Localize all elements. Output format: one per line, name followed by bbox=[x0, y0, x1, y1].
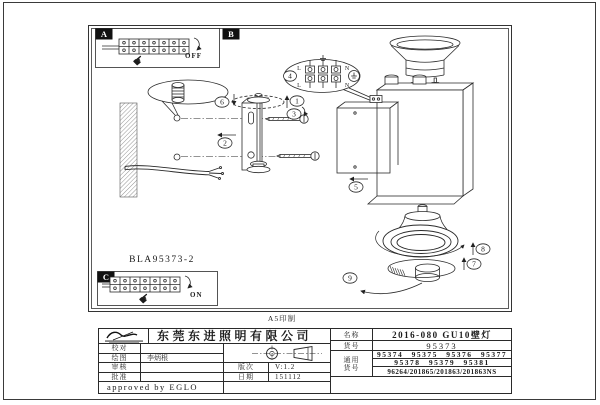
common-items-line3: 96264/201865/201863/201863NS bbox=[373, 367, 511, 377]
screw-bottom-icon bbox=[277, 152, 319, 160]
print-note: A5印制 bbox=[267, 314, 297, 323]
svg-text:3: 3 bbox=[292, 109, 296, 119]
terminal-n-bottom: N bbox=[344, 83, 350, 89]
section-a-label: A bbox=[100, 29, 108, 39]
callout-1 bbox=[287, 96, 304, 108]
product-name-value: 2016-080 GU10壁灯 bbox=[373, 329, 511, 341]
mounting-hole-bottom bbox=[174, 154, 180, 160]
lock-ring bbox=[388, 260, 455, 282]
terminal-l-top: L bbox=[297, 66, 301, 72]
callout-2 bbox=[218, 135, 236, 148]
svg-text:5: 5 bbox=[354, 182, 358, 192]
empty-row bbox=[331, 377, 511, 393]
svg-text:9: 9 bbox=[348, 273, 352, 283]
earth-circle-icon bbox=[349, 71, 360, 82]
svg-text:4: 4 bbox=[288, 71, 292, 81]
terminal-l-bottom: L bbox=[297, 83, 301, 89]
review-value bbox=[141, 363, 224, 373]
mains-cable bbox=[125, 166, 224, 180]
common-items-line1: 95374 95375 95376 95377 bbox=[373, 351, 511, 359]
section-a-box bbox=[96, 29, 220, 70]
hand-icon: ☛ bbox=[129, 50, 148, 70]
title-block bbox=[98, 328, 512, 394]
callout-7 bbox=[464, 258, 481, 270]
date-label: 日期 bbox=[224, 373, 269, 383]
terminal-block-top bbox=[370, 96, 382, 103]
svg-text:8: 8 bbox=[481, 244, 485, 254]
mounting-bracket bbox=[232, 94, 284, 173]
product-name-label: 名称 bbox=[331, 329, 373, 341]
terminal-callout-bubble bbox=[284, 55, 375, 101]
approve-label: 批准 bbox=[99, 373, 141, 383]
anchor-callout-bubble bbox=[148, 80, 228, 115]
svg-text:2: 2 bbox=[223, 138, 227, 148]
callout-4 bbox=[284, 71, 297, 81]
common-items-label bbox=[331, 351, 373, 377]
lock-nut bbox=[247, 166, 270, 172]
terminal-strip-a bbox=[119, 39, 189, 54]
trim-ring bbox=[376, 225, 464, 257]
mounting-hole-top bbox=[174, 115, 180, 121]
section-b-label: B bbox=[228, 29, 234, 39]
common-items-line2: 95378 95379 95381 bbox=[373, 359, 511, 367]
on-label: ON bbox=[190, 291, 203, 299]
svg-text:6: 6 bbox=[220, 97, 224, 107]
draw-value: 李炳根 bbox=[141, 354, 224, 364]
terminal-n-top: N bbox=[344, 66, 350, 72]
callout-5 bbox=[349, 179, 368, 192]
hand-icon: ☛ bbox=[135, 288, 154, 308]
stud-flange bbox=[248, 97, 270, 103]
common-items-label-line2: 货号 bbox=[343, 363, 360, 372]
terminal-strip-c bbox=[110, 277, 180, 292]
approved-by: approved by EGLO bbox=[99, 382, 224, 393]
drawing-number: BLA95373-2 bbox=[129, 255, 195, 265]
callout-8 bbox=[473, 243, 490, 255]
version-value: V:1.2 bbox=[269, 363, 331, 373]
draw-label: 绘图 bbox=[99, 354, 141, 364]
off-label: OFF bbox=[185, 52, 202, 60]
version-label: 版次 bbox=[224, 363, 269, 373]
svg-text:1: 1 bbox=[295, 96, 299, 106]
approve-value bbox=[141, 373, 224, 383]
review-label: 审核 bbox=[99, 363, 141, 373]
item-no-value: 95373 bbox=[373, 341, 511, 351]
svg-text:7: 7 bbox=[472, 259, 476, 269]
item-no-label: 货号 bbox=[331, 341, 373, 351]
projection-symbol-cell bbox=[224, 344, 331, 363]
proof-value bbox=[141, 344, 224, 354]
company-logo-cell bbox=[99, 329, 149, 344]
company-name: 东莞东进照明有限公司 bbox=[149, 329, 331, 344]
wall-hatch bbox=[120, 103, 137, 197]
common-items-label-line1: 通用 bbox=[343, 355, 360, 364]
dongjin-logo bbox=[99, 329, 149, 344]
proof-label: 校对 bbox=[99, 344, 141, 354]
lamp-housing-box bbox=[368, 75, 473, 204]
approved-empty-cell bbox=[224, 382, 331, 393]
date-value: 151112 bbox=[269, 373, 331, 383]
section-c-label: C bbox=[102, 272, 110, 282]
projection-symbol-icon bbox=[224, 344, 331, 363]
section-c-box bbox=[98, 272, 218, 308]
assembly-drawing bbox=[88, 25, 512, 312]
